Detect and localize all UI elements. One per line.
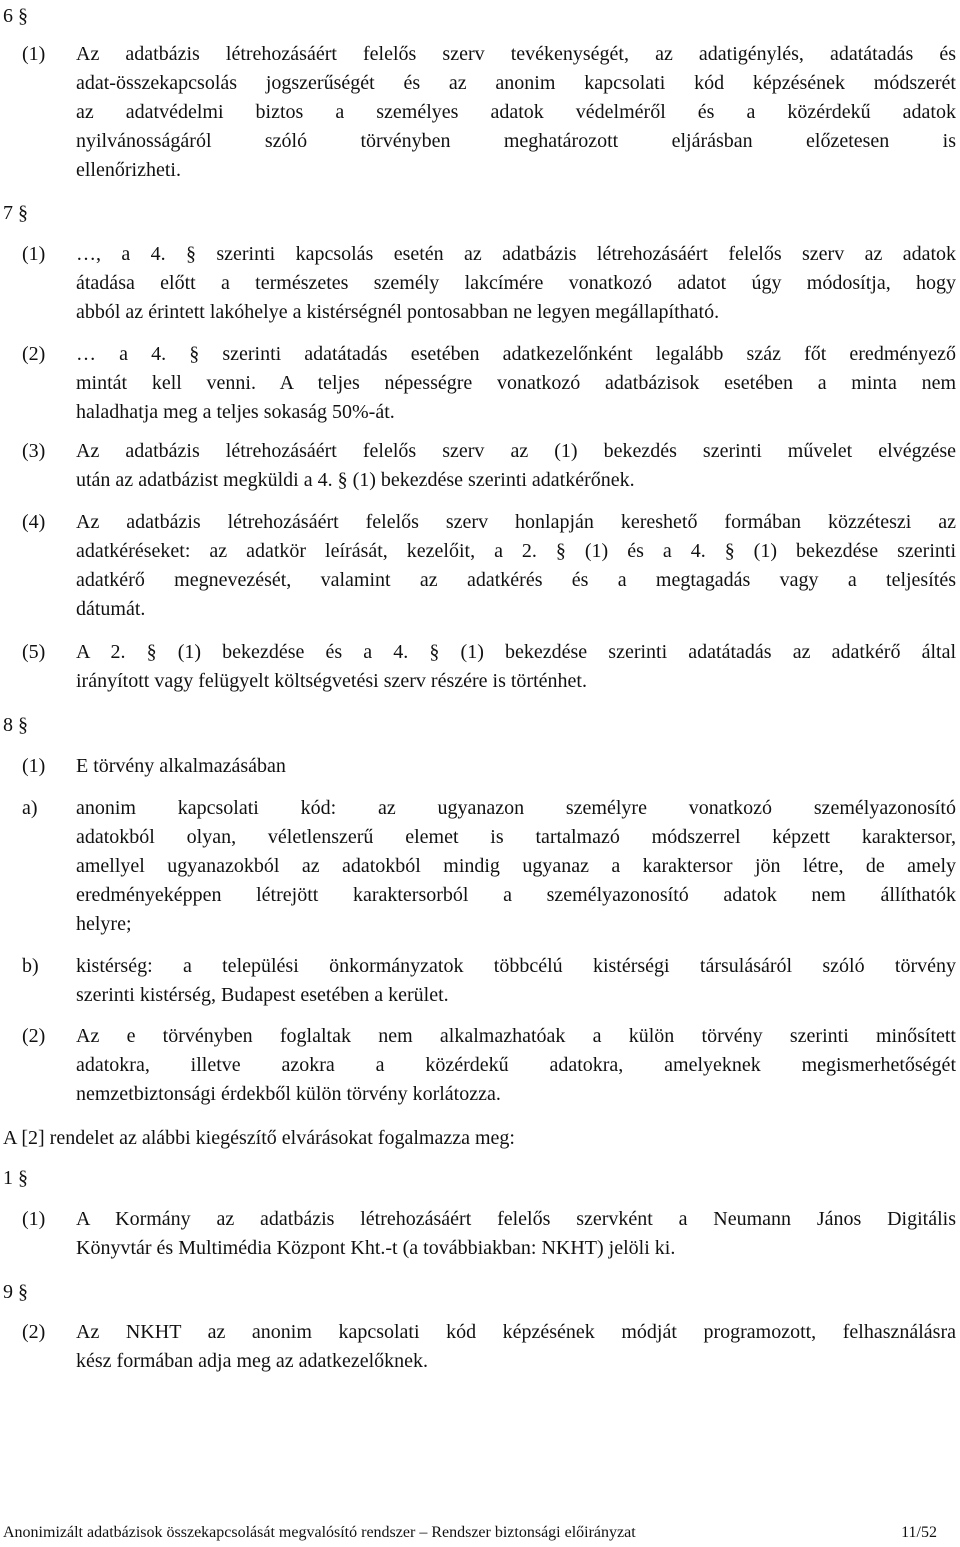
text-line: Az adatbázis létrehozásáért felelős szerv honlapján kereshető formában közzéteszi az xyxy=(76,511,956,533)
text-line: Az adatbázis létrehozásáért felelős szerv az (1) bekezdés szerinti művelet elvégzése xyxy=(76,440,956,462)
paragraph-7-4 xyxy=(22,508,956,624)
paragraph-text xyxy=(76,240,956,327)
text-line: irányított vagy felügyelt költségvetési szerv részére is történhet. xyxy=(76,670,587,692)
text-line: dátumát. xyxy=(76,598,146,620)
paragraph-number: (3) xyxy=(22,440,46,462)
definition-b xyxy=(22,952,956,1010)
text-line: nemzetbiztonsági érdekből külön törvény korlátozza. xyxy=(76,1083,501,1105)
paragraph-number: (2) xyxy=(22,1025,46,1047)
text-line: … a 4. § szerinti adatátadás esetében adatkezelőnként legalább száz főt eredményező xyxy=(76,343,956,365)
paragraph-8-1 xyxy=(22,752,956,781)
text-line: nyilvánosságáról szóló törvényben meghatározott eljárásban előzetesen is xyxy=(76,130,956,152)
text-line: helyre; xyxy=(76,913,132,935)
paragraph-1-1 xyxy=(22,1205,956,1263)
paragraph-number: (1) xyxy=(22,243,46,265)
section-heading-7: 7 § xyxy=(3,202,28,224)
text-line: Az adatbázis létrehozásáért felelős szerv tevékenységét, az adatigénylés, adatátadás és xyxy=(76,43,956,65)
paragraph-number: (2) xyxy=(22,343,46,365)
section-heading-8: 8 § xyxy=(3,714,28,736)
paragraph-text xyxy=(76,752,956,781)
text-line: Könyvtár és Multimédia Központ Kht.-t (a továbbiakban: NKHT) jelöli ki. xyxy=(76,1237,676,1259)
text-line: A 2. § (1) bekezdése és a 4. § (1) bekezdése szerinti adatátadás az adatkérő által xyxy=(76,641,956,663)
paragraph-number: (1) xyxy=(22,43,46,65)
paragraph-number: (2) xyxy=(22,1321,46,1343)
section-heading-6: 6 § xyxy=(3,5,28,27)
section-heading-1: 1 § xyxy=(3,1167,28,1189)
paragraph-8-2 xyxy=(22,1022,956,1109)
text-line: A Kormány az adatbázis létrehozásáért felelős szervként a Neumann János Digitális xyxy=(76,1208,956,1230)
text-line: anonim kapcsolati kód: az ugyanazon személyre vonatkozó személyazonosító xyxy=(76,797,956,819)
text-line: mintát kell venni. A teljes népességre vonatkozó adatbázisok esetében a minta nem xyxy=(76,372,956,394)
text-line: szerinti kistérség, Budapest esetében a kerület. xyxy=(76,984,449,1006)
footer-title: Anonimizált adatbázisok összekapcsolását megvalósító rendszer – Rendszer biztonsági előirányzat xyxy=(3,1524,636,1541)
text-line: adatokra, illetve azokra a közérdekű adatokra, amelyeknek megismerhetőségét xyxy=(76,1054,956,1076)
text-line: adat-összekapcsolás jogszerűségét és az anonim kapcsolati kód képzésének módszerét xyxy=(76,72,956,94)
paragraph-number: a) xyxy=(22,797,38,819)
page-number: 11/52 xyxy=(901,1524,937,1541)
text-line: adatkérő megnevezését, valamint az adatkérés és a megtagadás vagy a teljesítés xyxy=(76,569,956,591)
paragraph-7-2 xyxy=(22,340,956,427)
text-line: Az NKHT az anonim kapcsolati kód képzésének módját programozott, felhasználásra xyxy=(76,1321,956,1343)
paragraph-number: (4) xyxy=(22,511,46,533)
paragraph-number: b) xyxy=(22,955,39,977)
text-line: Az e törvényben foglaltak nem alkalmazhatóak a külön törvény szerinti minősített xyxy=(76,1025,956,1047)
paragraph-text xyxy=(76,437,956,495)
text-line: haladhatja meg a teljes sokaság 50%-át. xyxy=(76,401,395,423)
paragraph-text xyxy=(76,952,956,1010)
paragraph-number: (5) xyxy=(22,641,46,663)
paragraph-text xyxy=(76,508,956,624)
paragraph-6-1 xyxy=(22,40,956,185)
text-line: kész formában adja meg az adatkezelőknek. xyxy=(76,1350,429,1372)
paragraph-7-3 xyxy=(22,437,956,495)
paragraph-text xyxy=(76,1022,956,1109)
text-line: E törvény alkalmazásában xyxy=(76,755,286,777)
paragraph-7-5 xyxy=(22,638,956,696)
text-line: az adatvédelmi biztos a személyes adatok védelméről és a közérdekű adatok xyxy=(76,101,956,123)
text-line: adatokból olyan, véletlenszerű elemet is tartalmazó módszerrel képzett karaktersor, xyxy=(76,826,956,848)
paragraph-text xyxy=(76,340,956,427)
paragraph-7-1 xyxy=(22,240,956,327)
text-line: amellyel ugyanazokból az adatokból mindig ugyanaz a karaktersor jön létre, de amely xyxy=(76,855,956,877)
paragraph-text xyxy=(76,1318,956,1376)
paragraph-number: (1) xyxy=(22,755,46,777)
text-line: eredményeképpen létrejött karaktersorból a személyazonosító adatok nem állíthatók xyxy=(76,884,956,906)
text-line: adatkéréseket: az adatkör leírását, kezelőit, a 2. § (1) és a 4. § (1) bekezdése szerinti xyxy=(76,540,956,562)
paragraph-text xyxy=(76,40,956,185)
text-line: kistérség: a települési önkormányzatok többcélú kistérségi társulásáról szóló törvény xyxy=(76,955,956,977)
text-line: ellenőrizheti. xyxy=(76,159,181,181)
paragraph-number: (1) xyxy=(22,1208,46,1230)
text-line: abból az érintett lakóhelye a kistérségnél pontosabban ne legyen megállapítható. xyxy=(76,301,720,323)
text-line: átadása előtt a természetes személy lakcímére vonatkozó adatot úgy módosítja, hogy xyxy=(76,272,956,294)
text-line: után az adatbázist megküldi a 4. § (1) bekezdése szerinti adatkérőnek. xyxy=(76,469,635,491)
regulation-intro: A [2] rendelet az alábbi kiegészítő elvárásokat fogalmazza meg: xyxy=(3,1127,515,1149)
page-footer xyxy=(3,1523,937,1543)
paragraph-text xyxy=(76,1205,956,1263)
text-line: …, a 4. § szerinti kapcsolás esetén az adatbázis létrehozásáért felelős szerv az adatok xyxy=(76,243,956,265)
paragraph-text xyxy=(76,638,956,696)
definition-a xyxy=(22,794,956,939)
paragraph-9-2 xyxy=(22,1318,956,1376)
section-heading-9: 9 § xyxy=(3,1281,28,1303)
paragraph-text xyxy=(76,794,956,939)
